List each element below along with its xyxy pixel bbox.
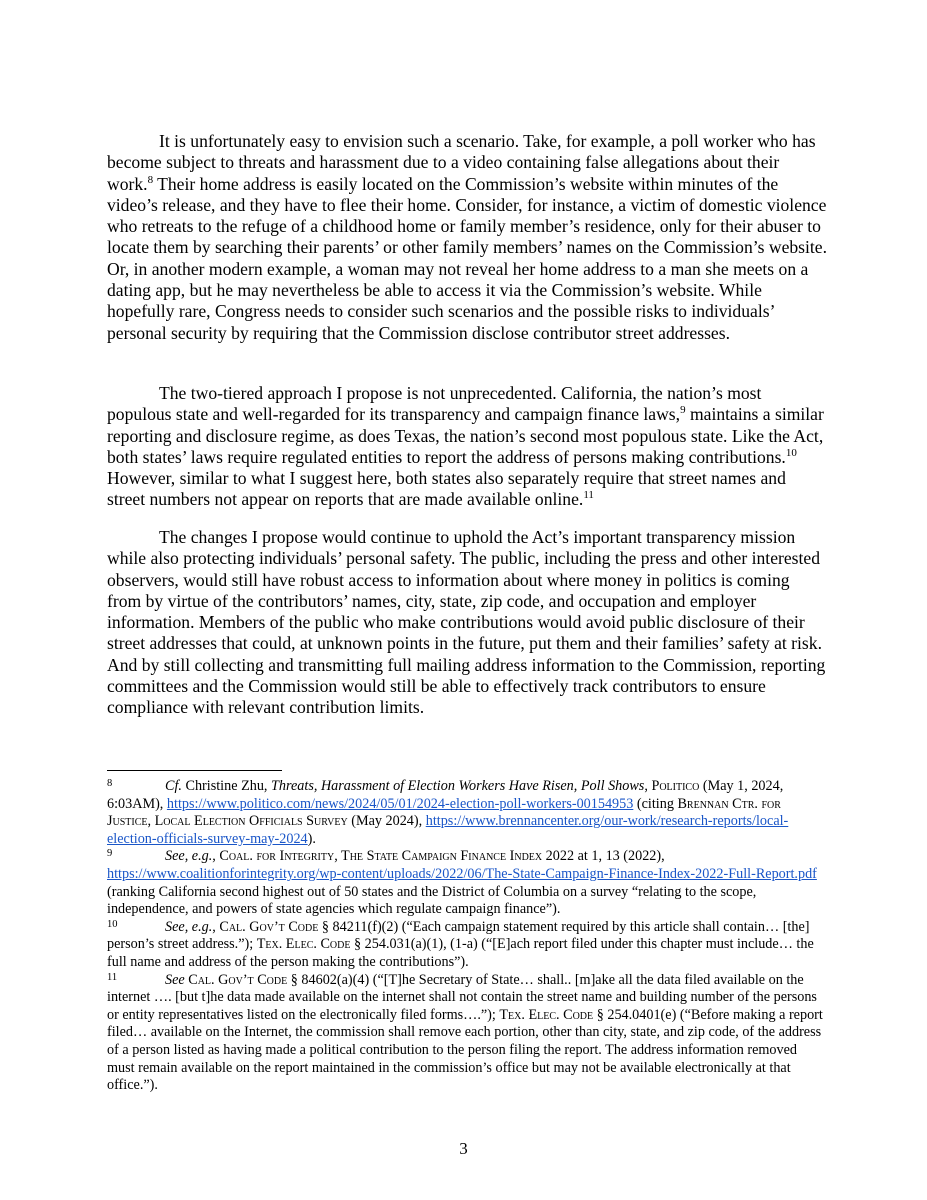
statute-name: Cal. Gov’t Code — [188, 971, 288, 988]
body-paragraph-3 — [107, 527, 827, 719]
footnote-text: , — [212, 848, 220, 865]
footnote-text: § 254.0401(e) (“Before making a report filed… available on the Internet, the commission shall remove each portion, other than city, state, and zip code, of the address of a person listed as having made a political contribution to the person filing the report. The address information removed must remain available on the report maintained in the commission’s office but may not be available electronically at that office.”). — [107, 1006, 823, 1094]
article-title: Threats, Harassment of Election Workers Have Risen, Poll Shows — [271, 778, 645, 794]
footnote-text: § 84602(a)(4) (“[T]he Secretary of State… shall.. [m]ake all the data filed available on the internet …. [but t]he data made available on the internet shall not contain the street name and building number of the persons or entity representatives listed on the electronically filed forms….”); — [107, 971, 817, 1023]
footnote-ref-11[interactable]: 11 — [583, 489, 594, 502]
footnote-text: (ranking California second highest out of 50 states and the District of Columbia on a survey “relating to the scope, independence, and powers of state agencies which regulate campaign finance”). — [107, 883, 757, 918]
footnote-text: (May 2024), — [347, 813, 426, 830]
footnote-text: (May 1, 2024, 6:03AM), — [107, 778, 784, 812]
page-number: 3 — [459, 1139, 468, 1158]
footnote-text: § 84211(f)(2) (“Each campaign statement required by this article shall contain… [the] person’s street address.”); — [107, 918, 810, 953]
citation-signal: See, e.g. — [165, 848, 213, 865]
footnote-text: (citing — [633, 795, 678, 812]
coalition-integrity-link[interactable]: https://www.coalitionforintegrity.org/wp-content/uploads/2022/06/The-State-Campaign-Finance-Index-2022-Full-Report.pdf — [107, 865, 817, 882]
footnote-text: at 1, 13 (2022), — [574, 848, 665, 865]
publication-name: Coal. for Integrity, The State Campaign Finance Index 2022 — [219, 848, 575, 865]
paragraph-text: The two-tiered approach I propose is not unprecedented. California, the nation’s most populous state and well-regarded for its transparency and campaign finance laws, — [107, 383, 762, 425]
footnote-text: , — [644, 778, 652, 794]
footnote-10: 10 See, e.g., Cal. Gov’t Code § 84211(f)(2) (“Each campaign statement required by this article shall contain… [the] person’s street address.”); Tex. Elec. Code § 254.031(a)(1), (1-a) (“[E]ach report filed under this chapter must include… the full name and address of the person making the contributions”). — [107, 918, 814, 970]
footnote-ref-9[interactable]: 9 — [680, 404, 686, 417]
citation-signal: See, e.g. — [165, 918, 213, 935]
footnote-11: 11 See Cal. Gov’t Code § 84602(a)(4) (“[T]he Secretary of State… shall.. [m]ake all the data filed available on the internet …. [but t]he data made available on the internet shall not contain the street name and building number of the persons or entity representatives listed on the electronically filed forms….”); Tex. Elec. Code § 254.0401(e) (“Before making a report filed… available on the Internet, the commission shall remove each portion, other than city, state, and zip code, of the address of a person listed as having made a political contribution to the person filing the report. The address information removed must remain available on the report maintained in the commission’s office but may not be available electronically at that office.”). — [107, 971, 823, 1094]
footnote-text: , — [212, 918, 220, 935]
statute-name: Tex. Elec. Code — [256, 936, 351, 953]
footnote-9: 9 See, e.g., Coal. for Integrity, The State Campaign Finance Index 2022 at 1, 13 (2022), https://www.coalitionforintegrity.org/wp-content/uploads/2022/06/The-State-Campaign-Finance-Index-2022-Full-Report.pdf (ranking California second highest out of 50 states and the District of Columbia on a survey “relating to the scope, independence, and powers of state agencies which regulate campaign finance”). — [107, 848, 817, 918]
statute-name: Cal. Gov’t Code — [219, 918, 319, 935]
paragraph-text: Their home address is easily located on the Commission’s website within minutes of the video’s release, and they have to flee their home. Consider, for instance, a victim of domestic violence who retreats to the refuge of a childhood home or family member’s residence, only for their abuser to locate them by searching their parents’ or other family members’ names on the Commission’s website. Or, in another modern example, a woman may not reveal her home address to a man she meets on a dating app, but he may nevertheless be able to access it via the Commission’s website. While hopefully rare, Congress needs to consider such scenarios and the possible risks to individuals’ personal security by requiring that the Commission disclose contributor street addresses. — [107, 173, 828, 343]
publication-name: Brennan Ctr. for Justice, Local Election Officials Survey — [107, 795, 781, 830]
footnote-ref-10[interactable]: 10 — [785, 446, 797, 459]
paragraph-text: maintains a similar reporting and disclosure regime, as does Texas, the nation’s second most populous state. Like the Act, both states’ laws require regulated entities to report the address of persons making contributions. — [107, 404, 824, 467]
citation-signal: Cf. — [165, 778, 182, 794]
paragraph-text: It is unfortunately easy to envision such a scenario. Take, for example, a poll worker who has become subject to threats and harassment due to a video containing false allegations about their work. — [107, 131, 816, 194]
citation-signal: See — [165, 971, 185, 988]
footnote-text: ). — [307, 830, 316, 847]
footnote-ref-8[interactable]: 8 — [147, 173, 154, 186]
footnote-text: § 254.031(a)(1), (1-a) (“[E]ach report filed under this chapter must include… the full name and address of the person making the contributions”). — [107, 936, 814, 970]
footnote-separator — [107, 770, 282, 771]
politico-link[interactable]: https://www.politico.com/news/2024/05/01/2024-election-poll-workers-00154953 — [166, 795, 634, 812]
paragraph-text: However, similar to what I suggest here, both states also separately require that street names and street numbers not appear on reports that are made available online. — [107, 468, 786, 510]
statute-name: Tex. Elec. Code — [499, 1006, 594, 1023]
footnote-text: Christine Zhu, — [181, 778, 272, 794]
body-paragraph-1 — [107, 131, 827, 344]
brennan-center-link[interactable]: https://www.brennancenter.org/our-work/research-reports/local-election-officials-survey-may-2024 — [107, 813, 789, 847]
body-paragraph-2 — [107, 383, 827, 511]
footnotes — [107, 778, 823, 1095]
footnote-8: 8 Cf. Christine Zhu, Threats, Harassment of Election Workers Have Risen, Poll Shows, Politico (May 1, 2024, 6:03AM), https://www.politico.com/news/2024/05/01/2024-election-poll-workers-00154953 (citing Brennan Ctr. for Justice, Local Election Officials Survey (May 2024), https://www.brennancenter.org/our-work/research-reports/local-election-officials-survey-may-2024). — [107, 778, 789, 847]
paragraph-text: The changes I propose would continue to uphold the Act’s important transparency mission while also protecting individuals’ personal safety. The public, including the press and other interested observers, would still have robust access to information about where money in politics is coming from by virtue of the contributors’ names, city, state, zip code, and occupation and employer information. Members of the public who make contributions would avoid public disclosure of their street addresses that could, at unknown points in the future, put them and their families’ safety at risk. And by still collecting and transmitting full mailing address information to the Commission, reporting committees and the Commission would still be able to effectively track contributors to ensure compliance with relevant contribution limits. — [107, 527, 826, 718]
publication-name: Politico — [651, 778, 700, 794]
